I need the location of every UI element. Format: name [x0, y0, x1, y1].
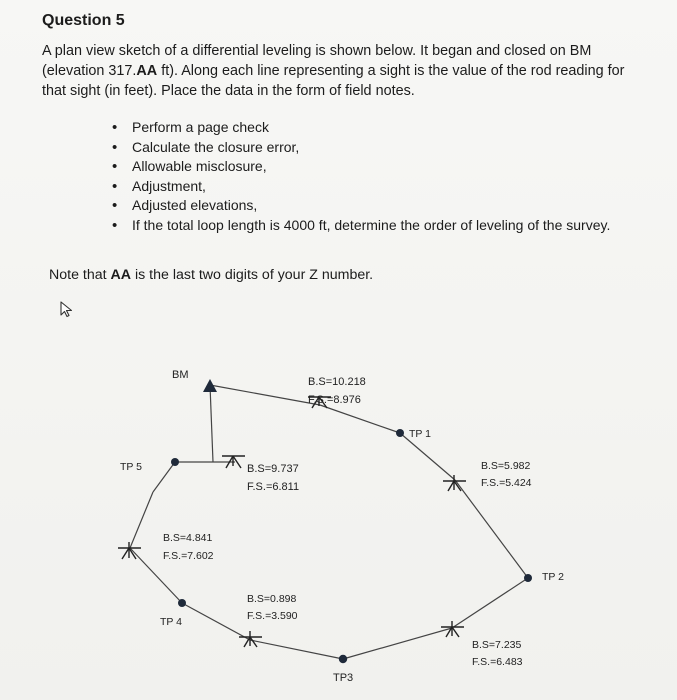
reading-fs: F.S.=6.483 [472, 656, 523, 668]
note-text-1: Note that [49, 267, 111, 283]
intro-aa: AA [136, 63, 158, 79]
task-item: • Adjustment, [112, 177, 632, 197]
note-text-2: is the last two digits of your Z number. [131, 267, 374, 283]
sight-line [452, 578, 528, 628]
reading-fs: F.S.=6.811 [247, 481, 300, 493]
reading-fs: F.S.=8.976 [308, 394, 361, 406]
tp2-point [524, 574, 532, 582]
sight-line [343, 628, 452, 659]
level-instrument-icon [239, 631, 262, 647]
sight-lines [130, 385, 531, 659]
tp2-label: TP 2 [542, 571, 564, 583]
tp4-point [178, 599, 186, 607]
tp1-label: TP 1 [409, 428, 431, 440]
bm-label: BM [172, 369, 189, 381]
question-title: Question 5 [42, 12, 125, 29]
sight-line [210, 385, 320, 405]
note-aa: AA [110, 267, 132, 283]
sight-line [250, 640, 343, 659]
task-item: • Calculate the closure error, [112, 138, 632, 158]
tp4-label: TP 4 [160, 616, 182, 628]
task-item: • Allowable misclosure, [112, 157, 632, 177]
reading-fs: F.S.=5.424 [481, 477, 532, 489]
tp5-label: TP 5 [120, 461, 142, 473]
tp5-point [171, 458, 179, 466]
reading-fs: F.S.=7.602 [163, 550, 214, 562]
task-item: • Perform a page check [112, 118, 632, 138]
tp3-point [339, 655, 347, 663]
sight-line [455, 480, 528, 578]
tp3-label: TP3 [333, 672, 354, 684]
level-instrument-icon [443, 475, 466, 491]
reading-bs: B.S=0.898 [247, 593, 297, 605]
sight-line [400, 433, 455, 480]
intro-text-2: ft). Along each line representing a sight is the value of the rod reading for that sight (in feet). Place the data in the form of field notes. [42, 63, 625, 99]
task-item: • If the total loop length is 4000 ft, determine the order of leveling of the survey. [112, 216, 632, 236]
sight-line [130, 492, 153, 548]
reading-bs: B.S=9.737 [247, 463, 299, 475]
intro-text-1: A plan view sketch of a differential leveling is shown below. It began and closed on BM (elevation 317. [42, 43, 592, 79]
reading-bs: B.S=10.218 [308, 376, 366, 388]
sight-line [210, 385, 213, 462]
tp1-point [396, 429, 404, 437]
reading-fs: F.S.=3.590 [247, 610, 298, 622]
sight-line [153, 462, 175, 492]
task-item: • Adjusted elevations, [112, 196, 632, 216]
sight-line [320, 405, 400, 433]
reading-bs: B.S=5.982 [481, 460, 531, 472]
level-instrument-icon [441, 621, 464, 637]
reading-bs: B.S=4.841 [163, 532, 213, 544]
sight-line [182, 603, 250, 640]
reading-bs: B.S=7.235 [472, 639, 522, 651]
